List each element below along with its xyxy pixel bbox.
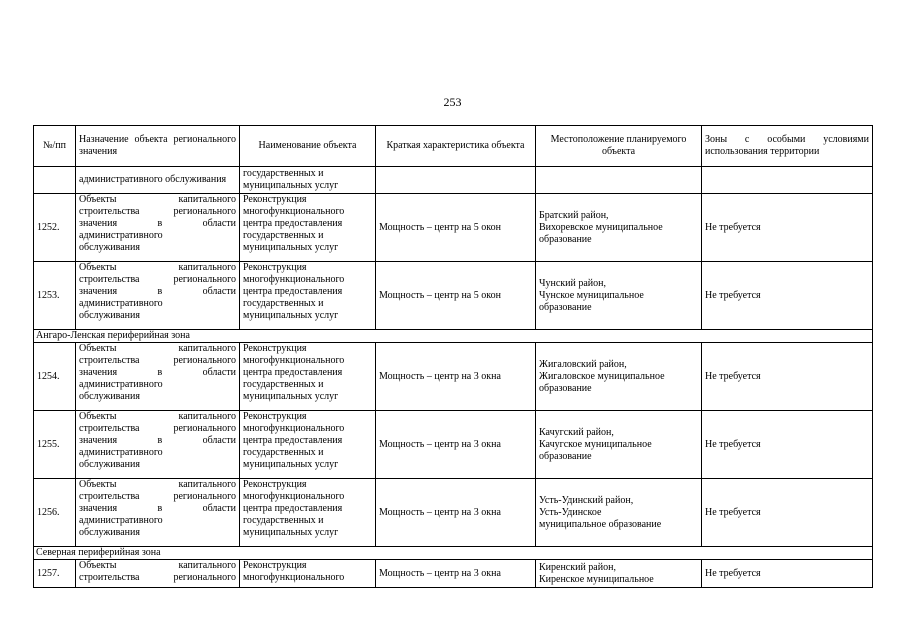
cell-name	[240, 479, 376, 547]
location-line: образование	[539, 301, 592, 313]
header-zones: Зоны с особыми условиями использования территории	[702, 126, 873, 167]
location-line: образование	[539, 450, 592, 462]
location-line: Усть-Удинское	[539, 506, 602, 518]
zone-title: Северная периферийная зона	[34, 547, 873, 560]
location-line: образование	[539, 382, 592, 394]
table-header-row	[34, 126, 873, 167]
cell-zones: Не требуется	[702, 560, 873, 588]
cell-location	[536, 194, 702, 262]
purpose-line: строительства регионального	[79, 206, 236, 217]
cell-zones: Не требуется	[702, 262, 873, 330]
purpose-line: обслуживания	[79, 391, 140, 402]
location-line: муниципальное образование	[539, 518, 662, 530]
name-line: муниципальных услуг	[243, 242, 339, 253]
cell-num	[34, 167, 76, 194]
location-line: Качугское муниципальное	[539, 438, 652, 450]
location-line: Чунский район,	[539, 277, 606, 289]
name-line: многофункционального	[243, 491, 345, 502]
cell-location	[536, 411, 702, 479]
cell-num: 1256.	[34, 479, 76, 547]
zone-row	[34, 547, 873, 560]
name-line: многофункционального	[243, 206, 345, 217]
page-number: 253	[443, 95, 462, 109]
cell-name	[240, 262, 376, 330]
cell-characteristic	[376, 167, 536, 194]
purpose-line: обслуживания	[79, 242, 140, 253]
purpose-line: административного	[79, 515, 163, 526]
cell-num: 1257.	[34, 560, 76, 588]
cell-name: государственных и муниципальных услуг	[240, 167, 376, 194]
location-line: Качугский район,	[539, 426, 614, 438]
cell-zones: Не требуется	[702, 343, 873, 411]
cell-name	[240, 411, 376, 479]
name-line: центра предоставления	[243, 503, 343, 514]
purpose-line: административного	[79, 230, 163, 241]
location-line: Жигаловское муниципальное	[539, 370, 665, 382]
purpose-line: строительства регионального	[79, 572, 236, 583]
name-line: муниципальных услуг	[243, 391, 339, 402]
cell-characteristic: Мощность – центр на 3 окна	[376, 411, 536, 479]
location-line: Киренское муниципальное	[539, 573, 654, 585]
purpose-line: значения в области	[79, 503, 236, 514]
objects-table	[33, 125, 873, 588]
purpose-line: значения в области	[79, 367, 236, 378]
zone-title: Ангаро-Ленская периферийная зона	[34, 330, 873, 343]
continued-row	[34, 167, 873, 194]
cell-zones: Не требуется	[702, 194, 873, 262]
cell-location	[536, 560, 702, 588]
name-line: муниципальных услуг	[243, 527, 339, 538]
name-line: многофункционального	[243, 572, 345, 583]
table-row	[34, 194, 873, 262]
cell-characteristic: Мощность – центр на 5 окон	[376, 194, 536, 262]
purpose-line: обслуживания	[79, 459, 140, 470]
table-row	[34, 411, 873, 479]
purpose-line: административного	[79, 447, 163, 458]
location-line: Жигаловский район,	[539, 358, 627, 370]
name-line: многофункционального	[243, 355, 345, 366]
cell-location	[536, 343, 702, 411]
cell-purpose	[76, 560, 240, 588]
cell-location	[536, 167, 702, 194]
purpose-line: значения в области	[79, 218, 236, 229]
name-line: Реконструкция	[243, 262, 307, 273]
cell-characteristic: Мощность – центр на 3 окна	[376, 560, 536, 588]
cell-location	[536, 479, 702, 547]
name-line: центра предоставления	[243, 286, 343, 297]
location-line: Киренский район,	[539, 561, 616, 573]
purpose-line: административного	[79, 298, 163, 309]
header-num: №/пп	[34, 126, 76, 167]
location-line: Усть-Удинский район,	[539, 494, 634, 506]
purpose-line: обслуживания	[79, 310, 140, 321]
table-row	[34, 560, 873, 588]
name-line: Реконструкция	[243, 411, 307, 422]
cell-characteristic: Мощность – центр на 3 окна	[376, 479, 536, 547]
purpose-line: значения в области	[79, 435, 236, 446]
purpose-line: строительства регионального	[79, 355, 236, 366]
name-line: государственных и	[243, 515, 324, 526]
cell-purpose	[76, 411, 240, 479]
purpose-line: Объекты капитального	[79, 411, 236, 422]
cell-purpose: административного обслуживания	[76, 167, 240, 194]
cell-num: 1254.	[34, 343, 76, 411]
cell-name	[240, 560, 376, 588]
cell-purpose	[76, 479, 240, 547]
name-line: центра предоставления	[243, 435, 343, 446]
purpose-line: Объекты капитального	[79, 343, 236, 354]
name-line: Реконструкция	[243, 343, 307, 354]
cell-characteristic: Мощность – центр на 5 окон	[376, 262, 536, 330]
header-name: Наименование объекта	[240, 126, 376, 167]
name-line: Реконструкция	[243, 479, 307, 490]
name-line: центра предоставления	[243, 218, 343, 229]
cell-num: 1255.	[34, 411, 76, 479]
location-line: Вихоревское муниципальное	[539, 221, 663, 233]
name-line: многофункционального	[243, 274, 345, 285]
cell-num: 1252.	[34, 194, 76, 262]
name-line: государственных и	[243, 230, 324, 241]
cell-zones	[702, 167, 873, 194]
purpose-line: строительства регионального	[79, 491, 236, 502]
name-line: Реконструкция	[243, 560, 307, 571]
name-line: государственных и	[243, 447, 324, 458]
header-characteristic: Краткая характеристика объекта	[376, 126, 536, 167]
table-row	[34, 262, 873, 330]
cell-purpose	[76, 343, 240, 411]
header-location: Местоположение планируемого объекта	[536, 126, 702, 167]
name-line: центра предоставления	[243, 367, 343, 378]
location-line: Чунское муниципальное	[539, 289, 644, 301]
name-line: государственных и	[243, 298, 324, 309]
cell-characteristic: Мощность – центр на 3 окна	[376, 343, 536, 411]
purpose-line: Объекты капитального	[79, 262, 236, 273]
purpose-line: Объекты капитального	[79, 194, 236, 205]
name-line: многофункционального	[243, 423, 345, 434]
location-line: Братский район,	[539, 209, 609, 221]
location-line: образование	[539, 233, 592, 245]
name-line: муниципальных услуг	[243, 459, 339, 470]
cell-name	[240, 343, 376, 411]
cell-location	[536, 262, 702, 330]
purpose-line: обслуживания	[79, 527, 140, 538]
purpose-line: административного	[79, 379, 163, 390]
header-purpose: Назначение объекта регионального значения	[76, 126, 240, 167]
name-line: Реконструкция	[243, 194, 307, 205]
cell-num: 1253.	[34, 262, 76, 330]
cell-purpose	[76, 262, 240, 330]
cell-purpose	[76, 194, 240, 262]
name-line: муниципальных услуг	[243, 310, 339, 321]
cell-name	[240, 194, 376, 262]
table-row	[34, 479, 873, 547]
zone-row	[34, 330, 873, 343]
purpose-line: Объекты капитального	[79, 479, 236, 490]
table-row	[34, 343, 873, 411]
purpose-line: значения в области	[79, 286, 236, 297]
purpose-line: строительства регионального	[79, 274, 236, 285]
name-line: государственных и	[243, 379, 324, 390]
cell-zones: Не требуется	[702, 479, 873, 547]
purpose-line: Объекты капитального	[79, 560, 236, 571]
purpose-line: строительства регионального	[79, 423, 236, 434]
cell-zones: Не требуется	[702, 411, 873, 479]
